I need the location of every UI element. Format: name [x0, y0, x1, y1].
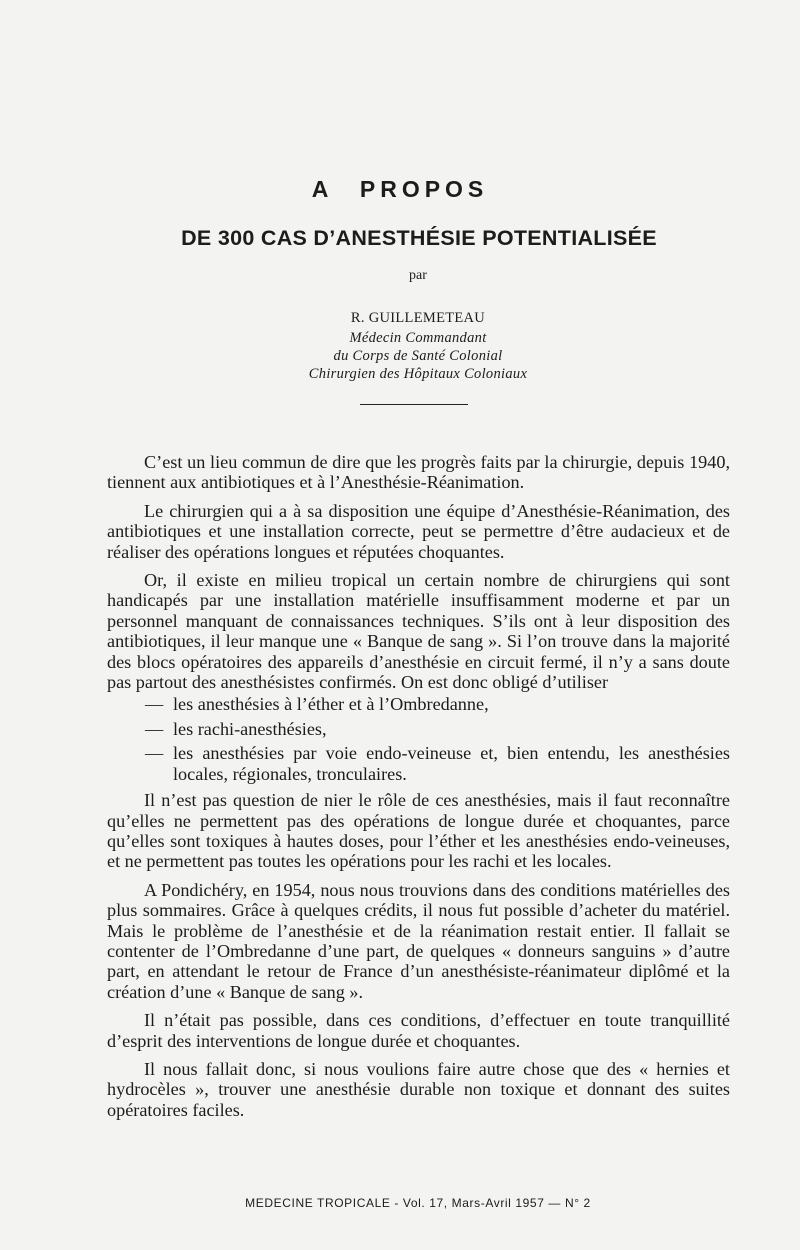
- list-item: [107, 743, 730, 784]
- list-item: [107, 719, 730, 739]
- paragraph-2: Le chirurgien qui a à sa disposition une équipe d’Anesthésie-Réanimation, des antibiotiques et une installation correcte, peut se permettre d’être audacieux et de réaliser des opérations longues et réputées choquantes.: [107, 500, 730, 562]
- title-line-2: DE 300 CAS D’ANESTHÉSIE POTENTIALISÉE: [181, 226, 657, 250]
- paragraph-5: A Pondichéry, en 1954, nous nous trouvions dans des conditions matérielles des plus sommaires. Grâce à quelques crédits, il nous fut possible d’acheter du matériel. Mais le problème de l’anesthésie et de la réanimation restait entier. Il fallait se contenter de l’Ombredanne d’une part, de quelques « donneurs sanguins » d’autre part, en attendant le retour de France d’un anesthésiste-réanimateur diplômé et la création d’une « Banque de sang ».: [107, 879, 730, 1002]
- dash-marker: —: [145, 743, 164, 764]
- anesthesia-list: [107, 694, 730, 784]
- author-name: R. GUILLEMETEAU: [350, 310, 486, 326]
- title-separator-rule: [360, 404, 468, 405]
- dash-marker: —: [145, 694, 164, 715]
- list-item: [107, 694, 730, 714]
- journal-footer: MEDECINE TROPICALE - Vol. 17, Mars-Avril 1957 — N° 2: [245, 1196, 591, 1210]
- byline-par: par: [409, 268, 427, 283]
- article-body: [107, 452, 730, 1128]
- title-line-1: A PROPOS: [311, 176, 489, 202]
- affiliation-line-3: Chirurgien des Hôpitaux Coloniaux: [308, 366, 528, 382]
- list-item-text: les rachi-anesthésies,: [173, 718, 327, 739]
- affiliation-line-2: du Corps de Santé Colonial: [333, 348, 503, 364]
- list-item-text: les anesthésies à l’éther et à l’Ombredanne,: [173, 694, 489, 715]
- dash-marker: —: [145, 718, 164, 739]
- list-item-text: les anesthésies par voie endo-veineuse et, bien entendu, les anesthésies locales, régionales, tronculaires.: [173, 743, 730, 784]
- paragraph-1: C’est un lieu commun de dire que les progrès faits par la chirurgie, depuis 1940, tiennent aux antibiotiques et à l’Anesthésie-Réanimation.: [107, 452, 730, 493]
- paragraph-4: Il n’est pas question de nier le rôle de ces anesthésies, mais il faut reconnaître qu’elles ne permettent pas des opérations de longue durée et choquantes, parce qu’elles sont toxiques à hautes doses, pour l’éther et les anesthésies endo-veineuses, et ne permettent pas toutes les opérations pour les rachi et les locales.: [107, 790, 730, 872]
- paragraph-3: Or, il existe en milieu tropical un certain nombre de chirurgiens qui sont handicapés par une installation matérielle insuffisamment moderne et par un personnel manquant de connaissances techniques. S’ils ont à leur disposition des antibiotiques, il leur manque une « Banque de sang ». Si l’on trouve dans la majorité des blocs opératoires des appareils d’anesthésie en circuit fermé, il n’y a sans doute pas partout des anesthésistes confirmés. On est donc obligé d’utiliser: [107, 570, 730, 693]
- affiliation-line-1: Médecin Commandant: [349, 330, 487, 346]
- paragraph-7: Il nous fallait donc, si nous voulions faire autre chose que des « hernies et hydrocèles », trouver une anesthésie durable non toxique et donnant des suites opératoires faciles.: [107, 1058, 730, 1120]
- paragraph-6: Il n’était pas possible, dans ces conditions, d’effectuer en toute tranquillité d’esprit des interventions de longue durée et choquantes.: [107, 1010, 730, 1051]
